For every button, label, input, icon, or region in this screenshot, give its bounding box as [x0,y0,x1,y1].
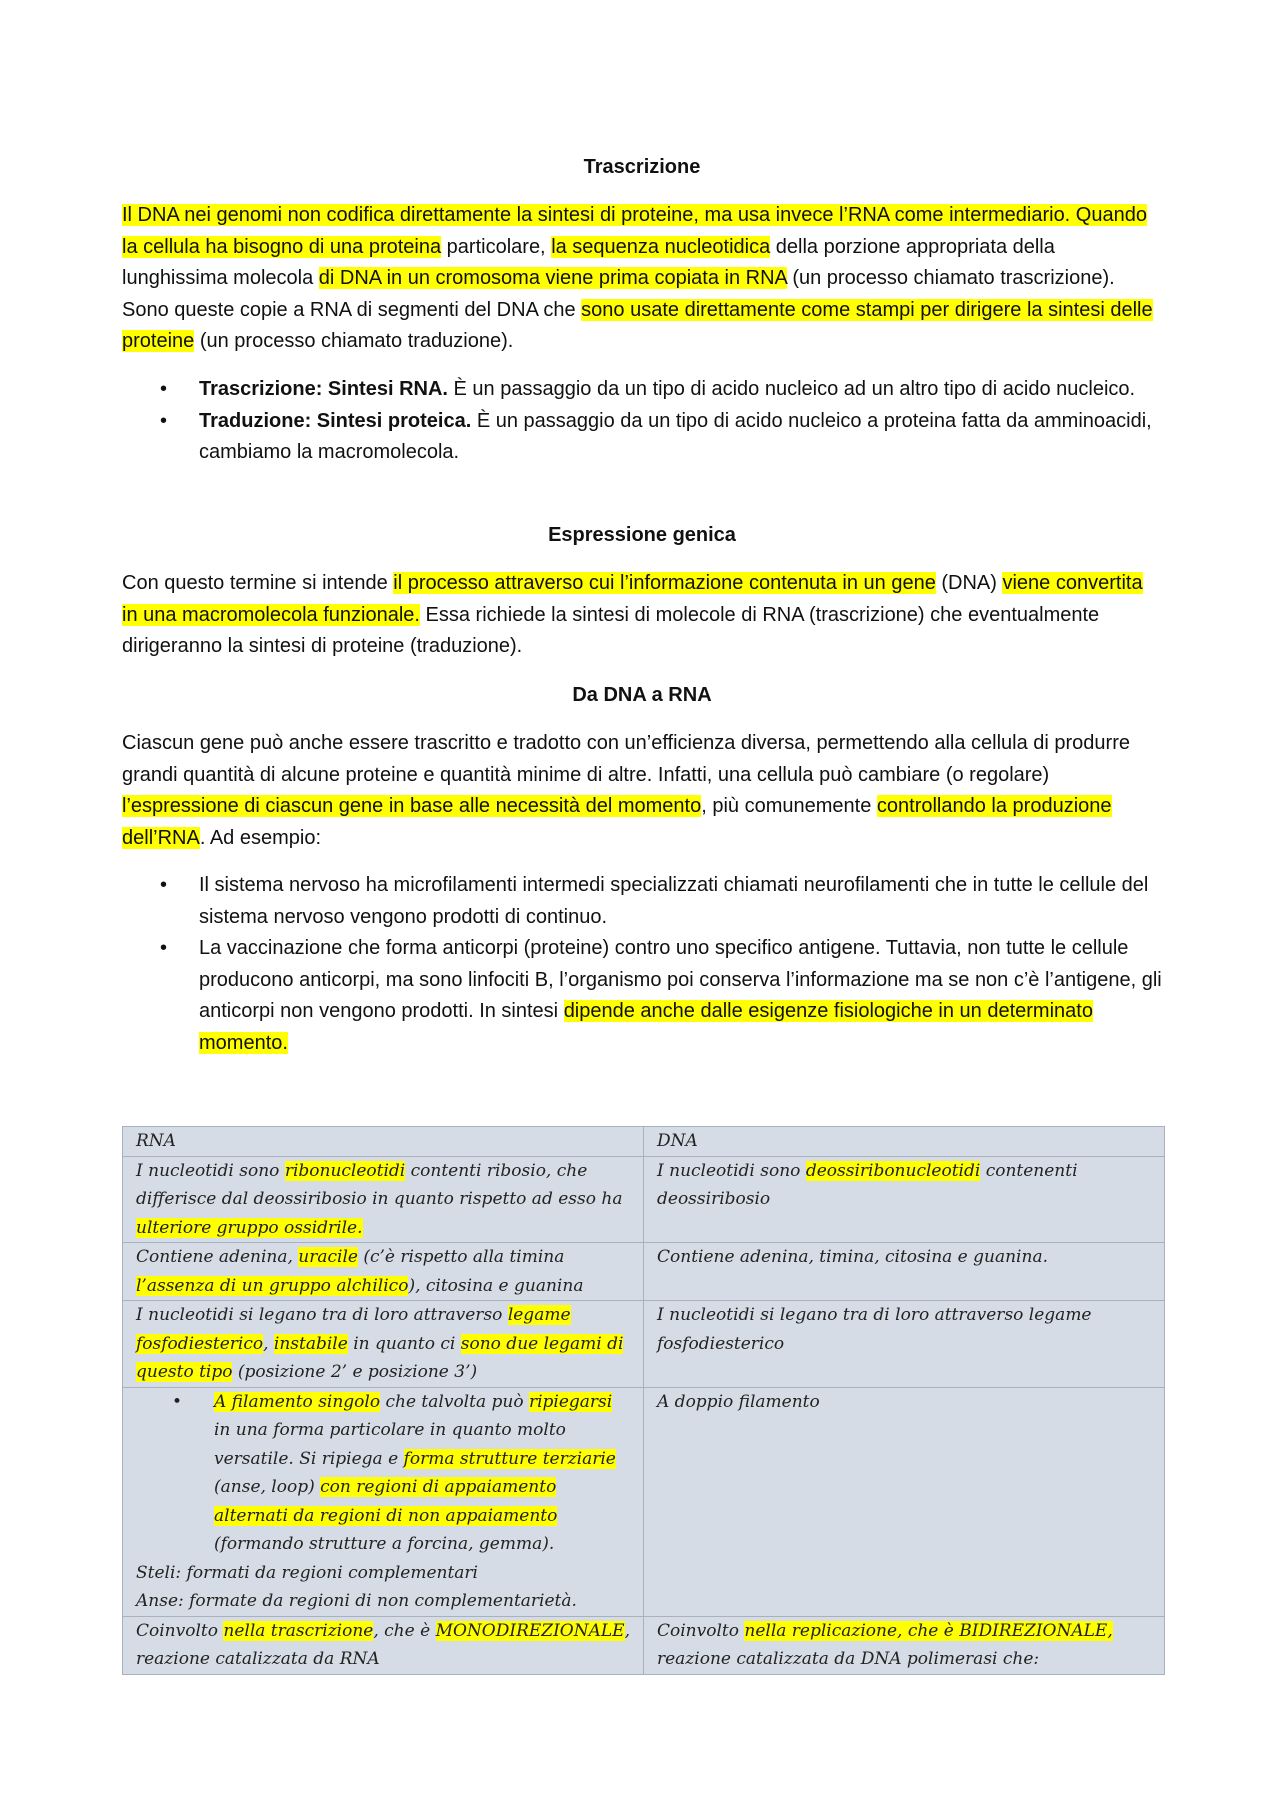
list-item [122,933,1162,1059]
text-run: (un processo chiamato trascrizione). Sono queste copie a RNA di segmenti del DNA che [122,267,1115,321]
paragraph-trascrizione [122,200,1162,358]
table-cell [123,1301,644,1388]
highlighted-text: sono usate direttamente come stampi per dirigere la sintesi delle proteine [122,298,1153,352]
text-run: Contiene adenina, [136,1247,299,1267]
text-run: Contiene adenina, timina, citosina e guanina. [657,1247,1048,1267]
text-run: , più comunemente [701,795,877,817]
text-run: (posizione 2’ e posizione 3’) [232,1362,478,1382]
highlighted-text: MONODIREZIONALE [435,1620,625,1641]
text-run: I nucleotidi si legano tra di loro attraverso legame fosfodiesterico [657,1305,1092,1354]
list-trascrizione [122,374,1162,469]
heading-da-dna-a-rna: Da DNA a RNA [572,684,712,706]
highlighted-text: ripiegarsi [528,1391,613,1412]
comparison-table [122,1126,1165,1675]
cell-line-anse: Anse: formate da regioni di non complementarietà. [136,1591,577,1611]
text-run: . Ad esempio: [199,826,321,849]
heading-espressione-genica: Espressione genica [548,524,736,546]
table-row [123,1156,1165,1243]
table-cell [123,1387,644,1616]
highlighted-text: deossiribonucleotidi [805,1160,981,1181]
highlighted-text: l’assenza di un gruppo alchilico [136,1275,409,1296]
text-run: , reazione catalizzata da RNA [136,1620,630,1669]
highlighted-text: ulteriore gruppo ossidrile. [136,1217,363,1238]
header-cell-dna: DNA [644,1127,1165,1157]
table-cell [123,1616,644,1674]
text-run: , [263,1333,274,1354]
table-row [123,1243,1165,1301]
text-run: La vaccinazione che forma anticorpi (proteine) contro uno specifico antigene. Tuttavia, non tutte le cellule producono anticorpi, ma sono linfociti B, l’organismo poi conserva l’informazione ma se non c’è l’antigene, gli anticorpi non vengono prodotti. In sintesi [199,937,1162,1022]
bullet-text: È un passaggio da un tipo di acido nucleico a proteina fatta da amminoacidi, cambiamo la macromolecola. [199,409,1152,463]
table-row [123,1301,1165,1388]
text-run: Essa richiede la sintesi di molecole di RNA (trascrizione) che eventualmente dirigeranno la sintesi di proteine (traduzione). [122,603,1100,657]
list-item [122,870,1162,933]
paragraph-espressione [122,568,1162,663]
highlighted-text: dipende anche dalle esigenze fisiologiche in un determinato momento. [199,1000,1093,1054]
text-run: (formando strutture a forcina, gemma). [214,1534,555,1554]
text-run: della porzione appropriata della lunghissima molecola [122,235,1055,289]
table-row [123,1387,1165,1616]
text-run: (anse, loop) [214,1477,321,1497]
highlighted-text: nella trascrizione [223,1620,374,1641]
header-cell-rna: RNA [123,1127,644,1157]
table-cell [644,1301,1165,1388]
bullet-text: È un passaggio da un tipo di acido nucleico ad un altro tipo di acido nucleico. [447,378,1136,400]
text-run: I nucleotidi sono [136,1160,285,1181]
highlighted-text: legame fosfodiesterico [136,1305,571,1354]
table-cell [123,1156,644,1243]
text-run: (DNA) [935,572,1003,594]
text-run: Coinvolto [136,1620,224,1641]
list-item [122,374,1162,406]
highlighted-text: instabile [273,1333,348,1354]
text-run: che talvolta può [380,1391,529,1412]
highlighted-text: ribonucleotidi [284,1160,406,1181]
table-cell [644,1243,1165,1301]
paragraph-da-dna-a-rna [122,728,1162,854]
text-run: in quanto ci [347,1333,461,1354]
text-run: contenti ribosio, che differisce dal deossiribosio in quanto rispetto ad esso ha [136,1160,623,1209]
highlighted-text: controllando la produzione dell’RNA [122,795,1112,849]
highlighted-text: viene convertita in una macromolecola funzionale. [122,572,1143,626]
highlighted-text: la sequenza nucleotidica [551,235,771,258]
text-run: in una forma particolare in quanto molto versatile. Si ripiega e [214,1420,566,1469]
bullet-bold: Traduzione: Sintesi proteica. [199,409,472,432]
table-row [123,1616,1165,1674]
highlighted-text: A filamento singolo [214,1391,381,1412]
heading-trascrizione: Trascrizione [583,156,701,178]
table-cell [644,1387,1165,1616]
highlighted-text: l’espressione di ciascun gene in base alle necessità del momento [122,795,702,817]
list-item [122,406,1162,469]
highlighted-text: forma strutture terziarie [403,1448,616,1469]
table-cell [644,1616,1165,1674]
text-run: I nucleotidi sono [657,1160,806,1181]
text-run: (c’è rispetto alla timina [357,1247,565,1267]
text-run: , che è [373,1620,436,1641]
cell-bullet [136,1388,630,1559]
text-run: Con questo termine si intende [122,572,394,594]
cell-line-steli: Steli: formati da regioni complementari [136,1562,478,1583]
table-cell [644,1156,1165,1243]
highlighted-text: sono due legami di questo tipo [136,1333,624,1382]
table-header-row [123,1127,1165,1157]
text-run: Ciascun gene può anche essere trascritto e tradotto con un’efficienza diversa, permettendo alla cellula di produrre grandi quantità di alcune proteine e quantità minime di altre. Infatti, una cellula può cambiare (o regolare) [122,732,1130,786]
highlighted-text: Il DNA nei genomi non codifica direttamente la sintesi di proteine, ma usa invece l’RNA come intermediario. Quando la cellula ha bisogno di una proteina [122,204,1147,258]
text-run: Coinvolto [657,1620,745,1641]
text-run: ), citosina e guanina [408,1275,584,1296]
text-run: Il sistema nervoso ha microfilamenti intermedi specializzati chiamati neurofilamenti che in tutte le cellule del sistema nervoso vengono prodotti di continuo. [199,874,1149,928]
text-run: reazione catalizzata da DNA polimerasi che: [657,1649,1040,1669]
text-run: contenenti deossiribosio [657,1160,1078,1209]
highlighted-text: con regioni di appaiamento alternati da regioni di non appaiamento [214,1477,558,1526]
table-cell [123,1243,644,1301]
highlighted-text: il processo attraverso cui l’informazione contenuta in un gene [393,572,936,594]
text-run: I nucleotidi si legano tra di loro attraverso [136,1305,508,1325]
text-run: particolare, [441,235,552,258]
highlighted-text: uracile [298,1247,358,1267]
list-esempi [122,870,1162,1059]
text-run: A doppio filamento [657,1391,820,1412]
highlighted-text: di DNA in un cromosoma viene prima copiata in RNA [318,267,787,289]
highlighted-text: nella replicazione, che è BIDIREZIONALE, [744,1620,1113,1641]
text-run: (un processo chiamato traduzione). [194,330,514,352]
bullet-bold: Trascrizione: Sintesi RNA. [199,378,448,400]
